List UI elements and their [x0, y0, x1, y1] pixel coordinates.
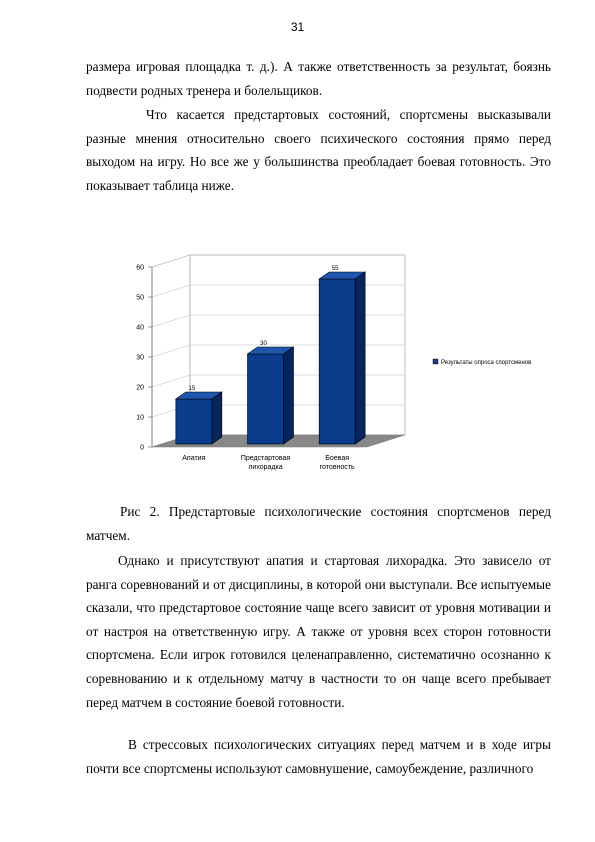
paragraph-1: размера игровая площадка т. д.). А также ответственность за результат, боязнь подвести родных тренера и болельщиков. — [86, 59, 551, 98]
y-tick-label: 10 — [136, 414, 144, 422]
chart-legend — [433, 359, 531, 366]
y-tick-label: 40 — [136, 324, 144, 332]
paragraph-3: Однако и присутствуют апатия и стартовая лихорадка. Это зависело от ранга соревнований и от дисциплины, в которой они выступали. Все испытуемые сказали, что предстартовое состояние чаще всего зависит от уровня мотивации и от настроя на ответственную игру. А также от уровня всех сторон готовности спортсмена. Если игрок готовился целенаправленно, систематично осознанно к соревнованию и к отдельному матчу в частности то он чаще всего пребывает перед матчем в состояние боевой готовности. — [86, 553, 551, 710]
x-tick-label — [320, 455, 355, 471]
y-tick-label: 0 — [140, 444, 144, 452]
bar-side — [212, 392, 222, 444]
bar-chart — [120, 240, 560, 485]
x-tick-label-line: Апатия — [182, 455, 206, 462]
y-tick-label: 30 — [136, 354, 144, 362]
bar-side — [284, 347, 294, 444]
bar-front — [248, 354, 284, 444]
y-axis-ticks — [136, 265, 152, 452]
x-tick-label — [241, 455, 291, 471]
data-label: 15 — [188, 386, 196, 392]
x-tick-label-line: готовность — [319, 464, 355, 471]
x-tick-label — [182, 455, 205, 462]
legend-swatch — [433, 359, 438, 364]
paragraph-4: В стрессовых психологических ситуациях перед матчем и в ходе игры почти все спортсмены используют самовнушение, самоубеждение, различного — [86, 737, 551, 776]
y-tick-label: 50 — [136, 294, 144, 302]
bar-front — [176, 399, 212, 444]
page-number: 31 — [290, 20, 305, 34]
x-tick-label-line: Боевая — [325, 455, 350, 462]
x-tick-label-line: лихорадка — [248, 464, 283, 471]
bar-side — [355, 272, 365, 444]
bar-front — [319, 279, 355, 444]
figure-caption: Рис 2. Предстартовые психологические состояния спортсменов перед матчем. — [86, 504, 551, 543]
paragraph-2: Что касается предстартовых состояний, спортсмены высказывали разные мнения относительно своего психического состояния прямо перед выходом на игру. Но все же у большинства преобладает боевая готовность. Это показывает таблица ниже. — [86, 107, 551, 193]
y-tick-label: 20 — [136, 384, 144, 392]
data-label: 30 — [260, 341, 267, 347]
data-label: 55 — [331, 266, 339, 272]
y-tick-label: 60 — [136, 264, 144, 272]
legend-label: Результаты опроса спортсменов — [441, 360, 532, 366]
x-axis-ticks — [182, 455, 355, 471]
x-tick-label-line: Предстартовая — [240, 455, 291, 462]
